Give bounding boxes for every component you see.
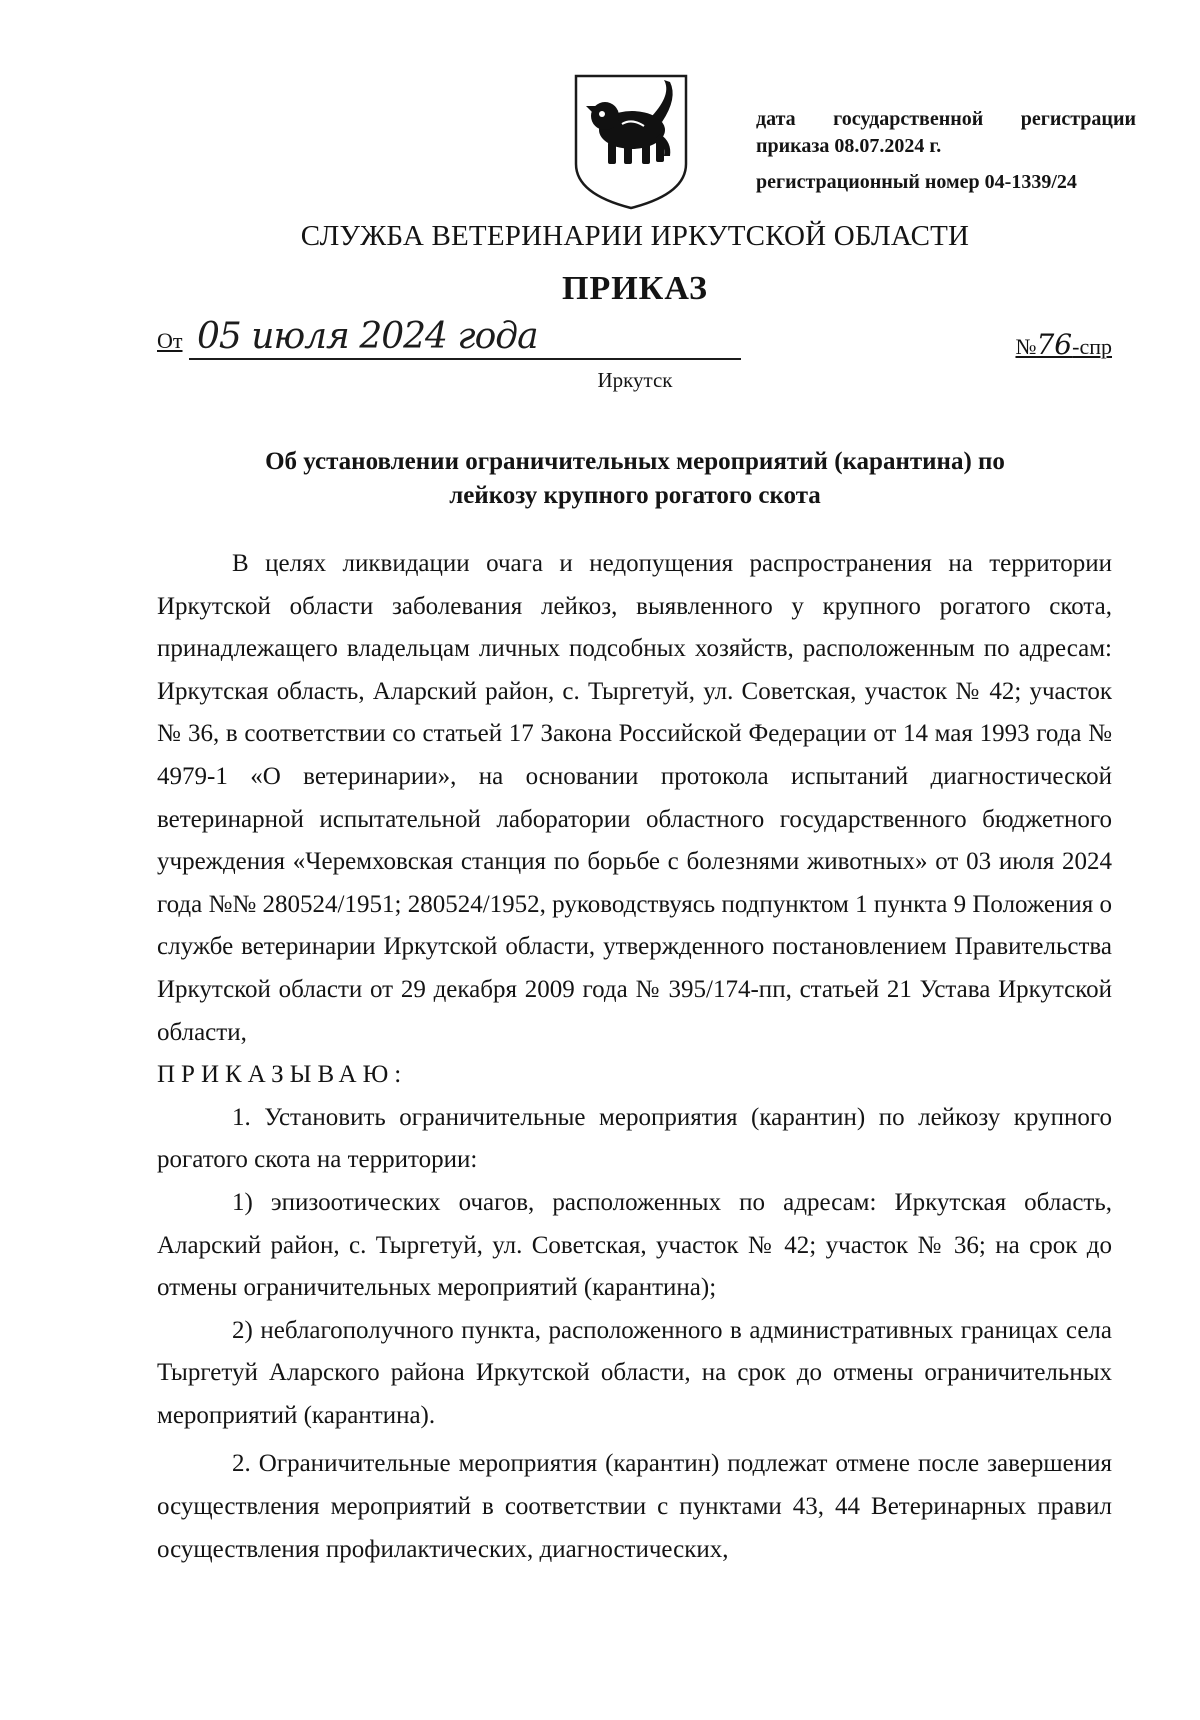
date-number-row [157,316,1112,362]
preamble-paragraph: В целях ликвидации очага и недопущения распространения на территории Иркутской области заболевания лейкоз, выявленного у крупного рогатого скота, принадлежащего владельцам личных подсобных хозяйств, расположенным по адресам: Иркутская область, Аларский район, с. Тыргетуй, ул. Советская, участок № 42; участок № 36, в соответствии со статьей 17 Закона Российской Федерации от 14 мая 1993 года № 4979-1 «О ветеринарии», на основании протокола испытаний диагностической ветеринарной испытательной лаборатории областного государственного бюджетного учреждения «Черемховская станция по борьбе с болезнями животных» от 03 июля 2024 года №№ 280524/1951; 280524/1952, руководствуясь подпунктом 1 пункта 9 Положения о службе ветеринарии Иркутской области, утвержденного постановлением Правительства Иркутской области от 29 декабря 2009 года № 395/174-пп, статьей 21 Устава Иркутской области, [157,550,1112,1046]
number-suffix: -спр [1072,334,1112,359]
city: Иркутск [597,368,673,392]
document-type-heading: ПРИКАЗ [562,270,708,307]
order-number [1015,328,1112,361]
handwritten-number: 76 [1036,328,1073,361]
command-word: ПРИКАЗЫВАЮ: [157,1061,408,1089]
clause-1: 1. Установить ограничительные мероприятия (карантин) по лейкозу крупного рогатого скота на территории: [157,1103,1112,1174]
registration-info [756,106,1136,196]
registration-number: регистрационный номер 04-1339/24 [756,171,1077,193]
date-prefix: От [157,328,183,353]
document-body [157,543,1112,1571]
date-underline [189,358,741,360]
title-line-1: Об установлении ограничительных мероприятий (карантина) по [265,448,1005,475]
document-title [180,445,1090,513]
clause-1-subitem-2: 2) неблагополучного пункта, расположенного в административных границах села Тыргетуй Аларского района Иркутской области, на срок до отмены ограничительных мероприятий (карантина). [157,1316,1112,1429]
clause-2: 2. Ограничительные мероприятия (карантин) подлежат отмене после завершения осуществления мероприятий в соответствии с пунктами 43, 44 Ветеринарных правил осуществления профилактических, диагностических, [157,1450,1112,1563]
coat-of-arms-emblem [572,72,690,212]
clause-1-subitem-1: 1) эпизоотических очагов, расположенных по адресам: Иркутская область, Аларский район, с. Тыргетуй, ул. Советская, участок № 42; участок № 36; на срок до отмены ограничительных мероприятий (карантина); [157,1188,1112,1302]
number-prefix: № [1015,334,1037,359]
title-line-2: лейкозу крупного рогатого скота [449,482,821,509]
handwritten-date: 05 июля 2024 года [197,316,538,357]
registration-date-label: дата государственной регистрации [756,108,1136,130]
issuing-authority: СЛУЖБА ВЕТЕРИНАРИИ ИРКУТСКОЙ ОБЛАСТИ [300,220,970,252]
registration-date: приказа 08.07.2024 г. [756,135,942,157]
